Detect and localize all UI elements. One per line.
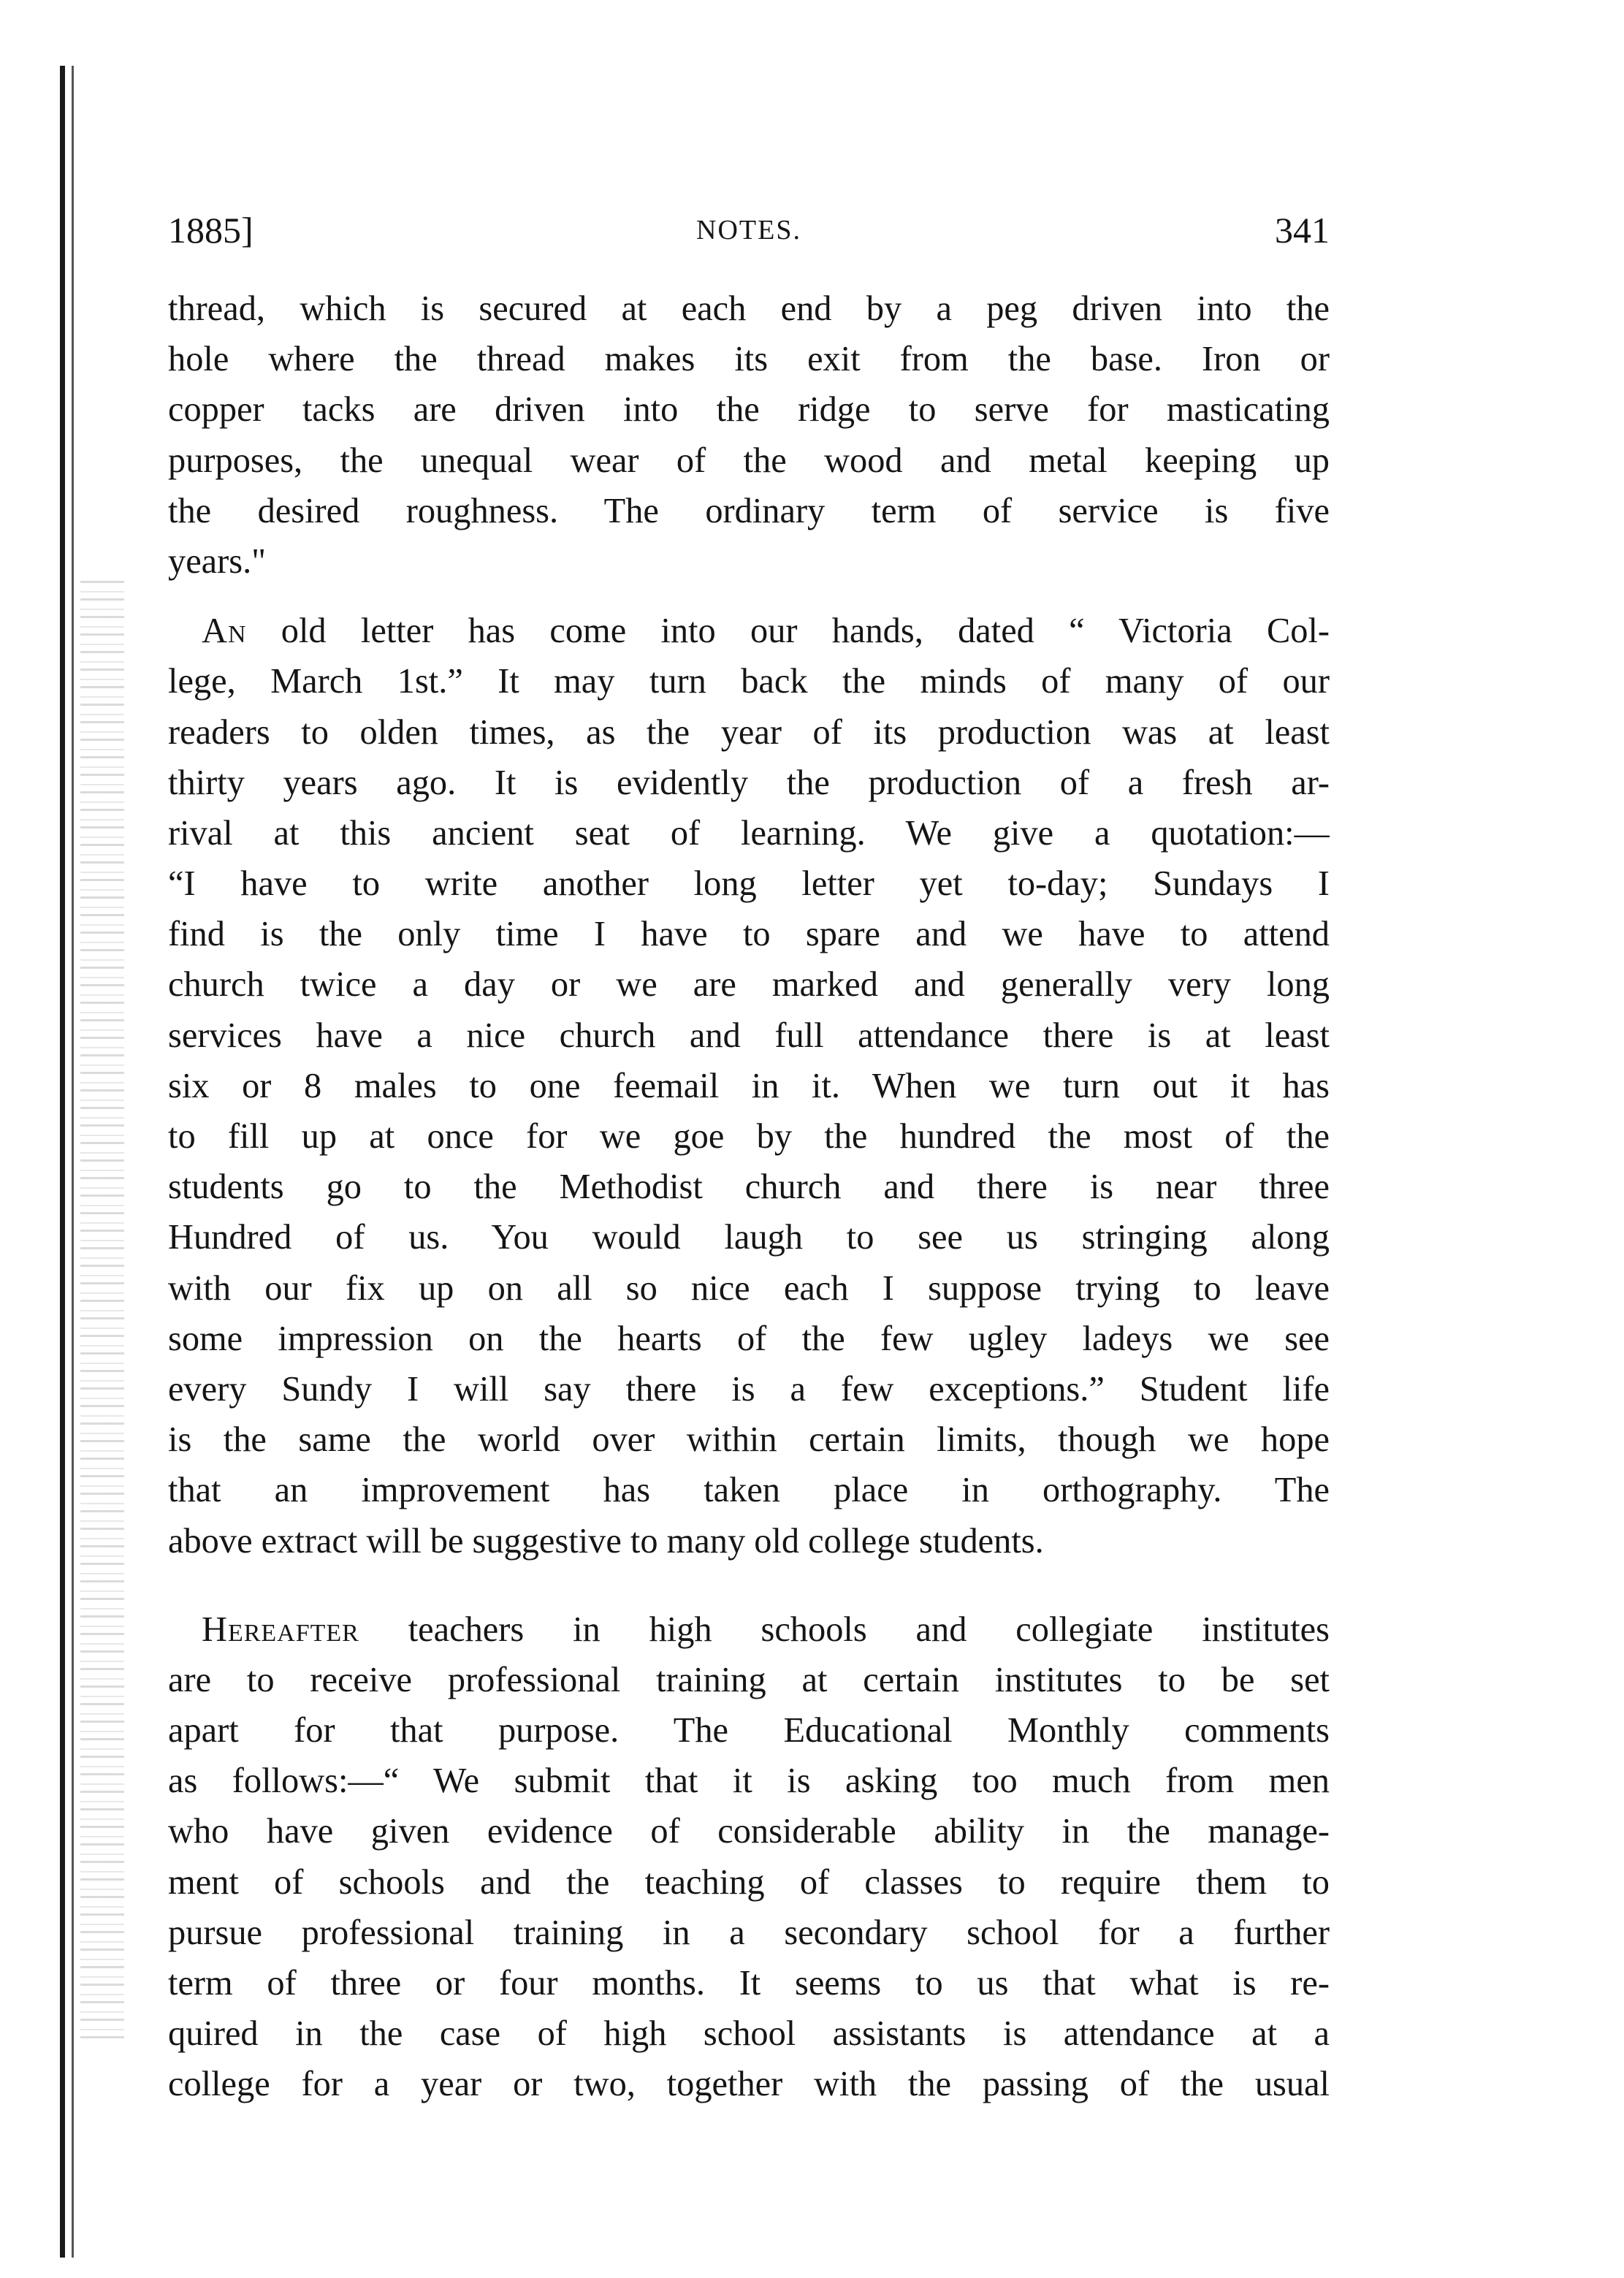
- text-line: as follows:—“ We submit that it is asking too much from men: [168, 1761, 1330, 1801]
- body-text: [168, 283, 1330, 2110]
- text-line: students go to the Methodist church and there is near three: [168, 1167, 1330, 1207]
- text-line: thirty years ago. It is evidently the production of a fresh ar-: [168, 763, 1330, 802]
- paragraph-2: [168, 606, 1330, 1566]
- text-line: are to receive professional training at certain institutes to be set: [168, 1660, 1330, 1699]
- text-line: to fill up at once for we goe by the hundred the most of the: [168, 1117, 1330, 1156]
- text-line: six or 8 males to one feemail in it. When we turn out it has: [168, 1066, 1330, 1105]
- text-line: college for a year or two, together with the passing of the usual: [168, 2065, 1330, 2104]
- text-line: term of three or four months. It seems to us that what is re-: [168, 1964, 1330, 2003]
- text-line-rest: old letter has come into our hands, dated “ Victoria Col-: [246, 612, 1330, 651]
- text-line: rival at this ancient seat of learning. We give a quotation:—: [168, 813, 1330, 853]
- text-line-lead: [168, 606, 1330, 656]
- text-line: services have a nice church and full attendance there is at least: [168, 1016, 1330, 1055]
- page-number: 341: [1275, 210, 1330, 251]
- text-line: hole where the thread makes its exit from the base. Iron or: [168, 340, 1330, 379]
- text-line: who have given evidence of considerable ability in the manage-: [168, 1812, 1330, 1851]
- lead-word: Hereafter: [202, 1610, 359, 1649]
- text-line-lead: [168, 1604, 1330, 1655]
- text-line: every Sundy I will say there is a few exceptions.” Student life: [168, 1369, 1330, 1409]
- binding-rule-thin: [72, 66, 74, 2258]
- scan-speckle: [80, 577, 124, 2038]
- text-line: ment of schools and the teaching of classes to require them to: [168, 1862, 1330, 1902]
- paragraph-1: [168, 283, 1330, 587]
- text-line-rest: teachers in high schools and collegiate institutes: [359, 1610, 1330, 1649]
- text-line: above extract will be suggestive to many old college students.: [168, 1521, 1044, 1561]
- text-line: thread, which is secured at each end by a peg driven into the: [168, 289, 1330, 328]
- text-line: lege, March 1st.” It may turn back the minds of many of our: [168, 662, 1330, 701]
- text-line: that an improvement has taken place in orthography. The: [168, 1471, 1330, 1510]
- text-line: readers to olden times, as the year of its production was at least: [168, 712, 1330, 752]
- text-line: with our fix up on all so nice each I suppose trying to leave: [168, 1268, 1330, 1308]
- text-line: quired in the case of high school assistants is attendance at a: [168, 2014, 1330, 2054]
- header-title: NOTES.: [696, 215, 801, 245]
- text-line: some impression on the hearts of the few ugley ladeys we see: [168, 1319, 1330, 1358]
- text-line: find is the only time I have to spare and we have to attend: [168, 915, 1330, 954]
- binding-rule-thick: [60, 66, 65, 2258]
- header-year: 1885]: [168, 210, 253, 251]
- text-line: copper tacks are driven into the ridge to serve for masticating: [168, 390, 1330, 430]
- text-line: is the same the world over within certain limits, though we hope: [168, 1420, 1330, 1460]
- paragraph-3: [168, 1604, 1330, 2110]
- text-line: church twice a day or we are marked and generally very long: [168, 965, 1330, 1005]
- binding-edge: [44, 66, 124, 2258]
- text-line: purposes, the unequal wear of the wood and metal keeping up: [168, 441, 1330, 480]
- text-line: the desired roughness. The ordinary term of service is five: [168, 491, 1330, 530]
- text-line: apart for that purpose. The Educational Monthly comments: [168, 1711, 1330, 1751]
- text-line: Hundred of us. You would laugh to see us stringing along: [168, 1218, 1330, 1257]
- lead-word: An: [202, 612, 247, 651]
- text-line: “I have to write another long letter yet to-day; Sundays I: [168, 864, 1330, 904]
- text-line: years.": [168, 541, 266, 581]
- running-header: [168, 205, 1330, 256]
- text-line: pursue professional training in a secondary school for a further: [168, 1913, 1330, 1952]
